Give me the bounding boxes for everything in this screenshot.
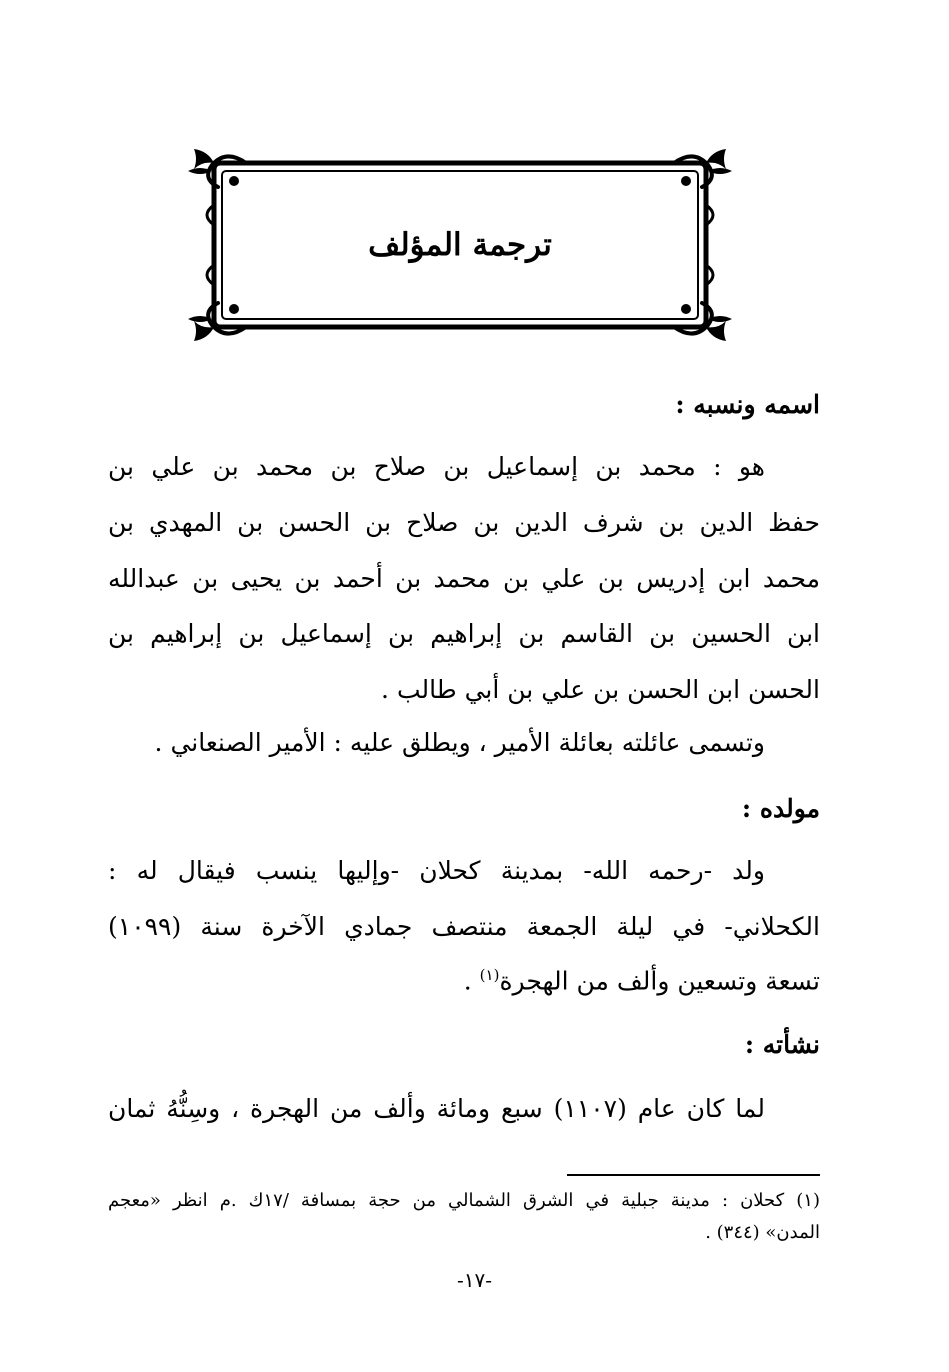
ornamental-title-frame: [186, 145, 734, 345]
footnote-separator: [567, 1174, 820, 1176]
section-heading-birth: مولده :: [741, 794, 820, 823]
section-heading-name: اسمه ونسبه :: [675, 390, 820, 419]
paragraph-line: حفظ الدين بن شرف الدين بن صلاح بن الحسن بن المهدي بن: [108, 508, 820, 537]
page-number: -١٧-: [456, 1268, 492, 1292]
paragraph-line: محمد ابن إدريس بن علي بن محمد بن أحمد بن يحيى بن عبدالله: [108, 564, 820, 593]
paragraph-line: وتسمى عائلته بعائلة الأمير ، ويطلق عليه : الأمير الصنعاني .: [154, 728, 765, 757]
paragraph-line: ولد -رحمه الله- بمدينة كحلان -وإليها ينسب فيقال له :: [108, 856, 765, 885]
footnote-line: (١) كحلان : مدينة جبلية في الشرق الشمالي من حجة بمسافة /١٧ك .م انظر «معجم: [108, 1190, 820, 1211]
paragraph-line: [108, 966, 820, 995]
paragraph-line: لما كان عام (١١٠٧) سبع ومائة وألف من الهجرة ، وسِنُّهُ ثمان: [108, 1094, 765, 1123]
section-heading-upbringing: نشأته :: [744, 1030, 820, 1059]
paragraph-line: ابن الحسين بن القاسم بن إبراهيم بن إسماعيل بن إبراهيم بن: [108, 619, 820, 648]
paragraph-text: .: [463, 966, 472, 996]
footnote-reference: (١): [479, 966, 500, 984]
paragraph-line: الكحلاني- في ليلة الجمعة منتصف جمادي الآخرة سنة (١٠٩٩): [108, 912, 820, 941]
page-title: ترجمة المؤلف: [368, 227, 552, 263]
paragraph-line: هو : محمد بن إسماعيل بن صلاح بن محمد بن علي بن: [108, 452, 765, 481]
footnote-line: المدن» (٣٤٤) .: [705, 1222, 820, 1243]
paragraph-text: تسعة وتسعين وألف من الهجرة: [499, 966, 820, 996]
paragraph-line: الحسن ابن الحسن بن علي بن أبي طالب .: [381, 675, 820, 704]
